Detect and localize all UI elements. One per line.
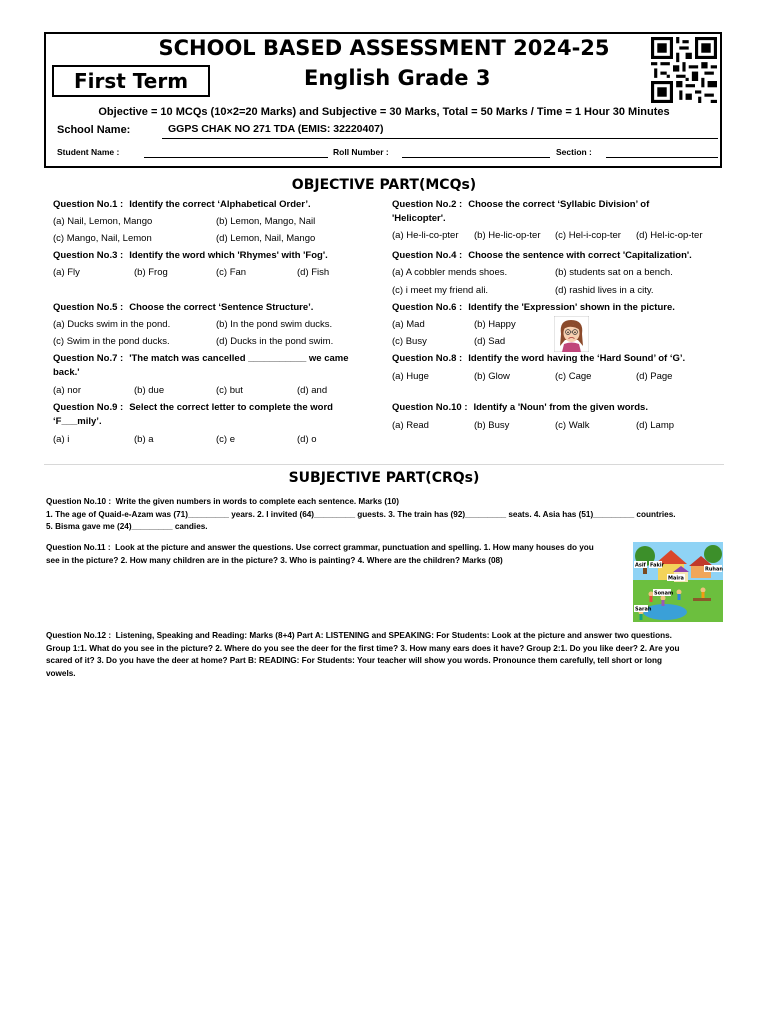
option-2b[interactable]: (b) He-lic-op-ter [474, 230, 541, 241]
option-9d[interactable]: (d) o [297, 434, 317, 445]
question-9 [53, 401, 333, 429]
question-number: Question No.8 : [392, 353, 463, 364]
option-1a[interactable]: (a) Nail, Lemon, Mango [53, 216, 153, 227]
roll-number-field[interactable] [402, 157, 550, 158]
village-scene-picture [633, 542, 723, 622]
marks-distribution: Objective = 10 MCQs (10×2=20 Marks) and Subjective = 30 Marks, Total = 50 Marks / Time = 1 Hour 30 Minutes [98, 106, 670, 118]
crq-question-11 [46, 542, 636, 567]
section-field[interactable] [606, 157, 718, 158]
option-4b[interactable]: (b) students sat on a bench. [555, 267, 673, 278]
section-divider [44, 464, 724, 465]
page-title: SCHOOL BASED ASSESSMENT 2024-25 [158, 36, 610, 60]
question-text-cont: ‘F___mily’. [53, 416, 102, 427]
student-name-label: Student Name : [57, 147, 120, 157]
question-number: Question No.1 : [53, 199, 124, 210]
picture-label-fakir: Fakir [650, 562, 665, 569]
option-4a[interactable]: (a) A cobbler mends shoes. [392, 267, 508, 278]
option-2c[interactable]: (c) Hel-i-cop-ter [555, 230, 621, 241]
option-6b[interactable]: (b) Happy [474, 319, 516, 330]
option-10c[interactable]: (c) Walk [555, 420, 590, 431]
question-text-cont: 'Helicopter'. [392, 213, 446, 224]
option-1d[interactable]: (d) Lemon, Nail, Mango [216, 233, 316, 244]
option-7b[interactable]: (b) due [134, 385, 165, 396]
term-box: First Term [52, 65, 210, 97]
question-text: Listening, Speaking and Reading: Marks (8+4) Part A: LISTENING and SPEAKING: For Students: Look at the picture and answer two questions. [115, 631, 672, 640]
question-number: Question No.10 : [46, 497, 112, 506]
option-6a[interactable]: (a) Mad [392, 319, 425, 330]
option-10b[interactable]: (b) Busy [474, 420, 510, 431]
option-6d[interactable]: (d) Sad [474, 336, 506, 347]
question-number: Question No.11 : [46, 543, 111, 552]
question-number: Question No.7 : [53, 353, 124, 364]
question-text-line3: 5. Bisma gave me (24)_________ candies. [46, 522, 208, 531]
option-8b[interactable]: (b) Glow [474, 371, 510, 382]
question-text: Identify a 'Noun' from the given words. [473, 402, 648, 413]
question-text: Identify the correct ‘Alphabetical Order’. [129, 199, 311, 210]
picture-label-sonam: Sonam [654, 590, 674, 597]
question-text: 'The match was cancelled ___________ we came [129, 353, 349, 364]
option-8a[interactable]: (a) Huge [392, 371, 429, 382]
question-number: Question No.9 : [53, 402, 124, 413]
option-7d[interactable]: (d) and [297, 385, 328, 396]
question-number: Question No.4 : [392, 250, 463, 261]
question-number: Question No.6 : [392, 302, 463, 313]
question-text-line3: scared of it? 3. Do you have the deer at home? Part B: READING: For Students: Your teacher will show you words. Pronounce them carefully, tell short or long [46, 656, 662, 665]
option-10d[interactable]: (d) Lamp [636, 420, 675, 431]
option-5b[interactable]: (b) In the pond swim ducks. [216, 319, 333, 330]
option-6c[interactable]: (c) Busy [392, 336, 427, 347]
question-7 [53, 352, 349, 380]
section-label: Section : [556, 147, 592, 157]
roll-number-label: Roll Number : [333, 147, 389, 157]
question-text-line4: vowels. [46, 668, 76, 678]
question-text: Look at the picture and answer the questions. Use correct grammar, punctuation and spelling. 1. How many houses do you [115, 543, 594, 552]
question-text: Select the correct letter to complete the word [129, 402, 333, 413]
option-8d[interactable]: (d) Page [636, 371, 673, 382]
option-4d[interactable]: (d) rashid lives in a city. [555, 285, 654, 296]
question-text-line2: see in the picture? 2. How many children are in the picture? 3. Who is painting? 4. Where are the children? Marks (08) [46, 555, 503, 565]
option-5d[interactable]: (d) Ducks in the pond swim. [216, 336, 334, 347]
question-2 [392, 198, 649, 226]
student-name-field[interactable] [144, 157, 328, 158]
question-text: Choose the correct ‘Sentence Structure’. [129, 302, 314, 313]
question-1 [53, 198, 311, 212]
question-3 [53, 249, 328, 263]
question-number: Question No.2 : [392, 199, 463, 210]
option-9c[interactable]: (c) e [216, 434, 235, 445]
objective-section-title: OBJECTIVE PART(MCQs) [291, 177, 477, 193]
option-3c[interactable]: (c) Fan [216, 267, 247, 278]
option-3d[interactable]: (d) Fish [297, 267, 330, 278]
option-1c[interactable]: (c) Mango, Nail, Lemon [53, 233, 152, 244]
option-1b[interactable]: (b) Lemon, Mango, Nail [216, 216, 316, 227]
qr-code-icon [650, 37, 718, 103]
question-8 [392, 352, 685, 366]
option-5c[interactable]: (c) Swim in the pond ducks. [53, 336, 170, 347]
question-text-line2: 1. The age of Quaid-e-Azam was (71)_________ years. 2. I invited (64)_________ guests. 3. The train has (92)_________ seats. 4. Asia has (51)_________ countries. [46, 509, 676, 519]
question-text: Identify the 'Expression' shown in the picture. [468, 302, 675, 313]
question-6 [392, 301, 675, 315]
subjective-section-title: SUBJECTIVE PART(CRQs) [288, 470, 480, 486]
question-number: Question No.12 : [46, 631, 112, 640]
question-text-cont: back.' [53, 367, 80, 378]
option-8c[interactable]: (c) Cage [555, 371, 592, 382]
question-number: Question No.3 : [53, 250, 124, 261]
option-7c[interactable]: (c) but [216, 385, 243, 396]
option-4c[interactable]: (c) i meet my friend ali. [392, 285, 489, 296]
option-2d[interactable]: (d) Hel-ic-op-ter [636, 230, 703, 241]
question-text: Choose the sentence with correct 'Capitalization'. [468, 250, 692, 261]
crq-question-10 [46, 496, 726, 534]
option-3a[interactable]: (a) Fly [53, 267, 80, 278]
option-9b[interactable]: (b) a [134, 434, 154, 445]
picture-label-ruhan: Ruhan [705, 566, 723, 573]
picture-label-sarah: Sarah [635, 606, 652, 613]
question-text: Write the given numbers in words to complete each sentence. Marks (10) [115, 497, 399, 506]
crq-question-12 [46, 630, 726, 680]
option-9a[interactable]: (a) i [53, 434, 70, 445]
school-name-label: School Name: [57, 124, 131, 136]
question-number: Question No.5 : [53, 302, 124, 313]
picture-label-maira: Maira [668, 575, 684, 582]
sad-girl-picture [554, 316, 589, 352]
question-text: Identify the word having the ‘Hard Sound’ of ‘G’. [468, 353, 686, 364]
option-10a[interactable]: (a) Read [392, 420, 429, 431]
question-5 [53, 301, 313, 315]
question-4 [392, 249, 692, 263]
question-text: Choose the correct ‘Syllabic Division’ of [468, 199, 650, 210]
option-3b[interactable]: (b) Frog [134, 267, 168, 278]
question-number: Question No.10 : [392, 402, 468, 413]
page-subtitle: English Grade 3 [304, 66, 491, 90]
picture-label-asif: Asif [635, 562, 646, 569]
option-2a[interactable]: (a) He-li-co-pter [392, 230, 459, 241]
question-text-line2: Group 1:1. What do you see in the picture? 2. Where do you see the deer for the first time? 3. How many ears does it have? Group 2:1. Do you like deer? 2. Are you [46, 643, 680, 653]
school-name-underline [162, 138, 718, 139]
question-10 [392, 401, 648, 415]
school-name-value: GGPS CHAK NO 271 TDA (EMIS: 32220407) [168, 123, 384, 135]
option-7a[interactable]: (a) nor [53, 385, 81, 396]
question-text: Identify the word which 'Rhymes' with 'Fog'. [129, 250, 328, 261]
option-5a[interactable]: (a) Ducks swim in the pond. [53, 319, 171, 330]
